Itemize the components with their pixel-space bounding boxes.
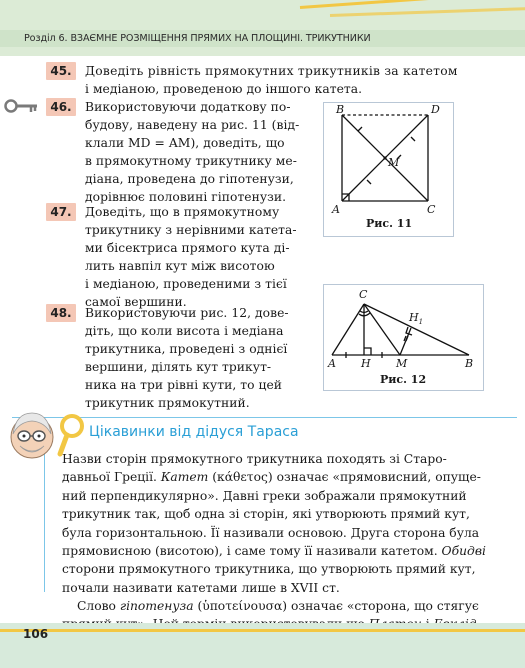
task-line: і медіаною, проведеними з тієї xyxy=(85,277,287,291)
term-hypotenuse: гіпотенуза xyxy=(119,599,194,613)
task-line: трикутнику з нерівними катета- xyxy=(85,223,297,237)
label-C: C xyxy=(359,288,368,301)
task-line: ми бісектриса прямого кута ді- xyxy=(85,241,290,255)
task-number: 48. xyxy=(46,304,76,322)
task-line: Доведіть, що в прямокутному xyxy=(85,205,280,219)
task-text xyxy=(85,62,458,98)
figure-12 xyxy=(323,284,484,391)
task-line: будову, наведену на рис. 11 (від- xyxy=(85,118,300,132)
task-line: діана, проведена до гіпотенузи, xyxy=(85,172,294,186)
page-footer xyxy=(0,623,525,668)
label-H1-letter: H xyxy=(409,311,419,324)
text-line xyxy=(62,468,486,486)
text-span: давньої Греції. xyxy=(62,470,161,485)
task-text xyxy=(85,304,289,412)
task-line: Використовуючи додаткову по- xyxy=(85,100,291,114)
section-title: Цікавинки від дідуся Тараса xyxy=(89,424,299,440)
term-obydvi: Обидві xyxy=(441,544,486,559)
label-B: B xyxy=(465,357,474,370)
task-number: 45. xyxy=(46,62,76,80)
term-katet: Катет xyxy=(160,470,209,485)
page-header xyxy=(0,0,525,56)
text-line: сторони прямокутного трикутника, що утворюють прямий кут, xyxy=(62,562,476,577)
label-A: A xyxy=(332,203,340,216)
task-line: трикутник прямокутний. xyxy=(85,396,250,410)
task-line: трикутника, проведені з однієї xyxy=(85,342,288,356)
label-B: B xyxy=(336,103,345,116)
key-icon xyxy=(4,96,40,116)
task-text xyxy=(85,98,299,206)
task-line: Доведіть рівність прямокутних трикутників за катетом xyxy=(85,64,458,78)
task-line: діть, що коли висота і медіана xyxy=(85,324,284,338)
text-span: (κάθετος) означає «прямовисний, опуще- xyxy=(208,470,481,485)
figure-11 xyxy=(323,102,454,237)
text-line: ний перпендикулярно». Давні греки зображали прямокутний xyxy=(62,488,467,503)
label-M: M xyxy=(396,357,408,370)
task-text xyxy=(85,203,297,311)
label-H1 xyxy=(409,311,423,326)
task-line: клали MD = AM), доведіть, що xyxy=(85,136,285,150)
task-number: 47. xyxy=(46,203,76,221)
footer-stripe xyxy=(0,629,525,632)
figure-caption: Рис. 11 xyxy=(366,217,413,230)
text-line xyxy=(62,542,486,560)
label-A: A xyxy=(328,357,336,370)
label-D: D xyxy=(431,103,440,116)
task-line: дорівнює половині гіпотенузи. xyxy=(85,190,287,204)
task-line: самої вершини. xyxy=(85,295,187,309)
label-H: H xyxy=(361,357,371,370)
label-H1-subscript: 1 xyxy=(418,318,424,327)
label-M: M xyxy=(388,156,400,169)
text-line: Назви сторін прямокутного трикутника походять зі Старо- xyxy=(62,452,447,466)
task-line: в прямокутному трикутнику ме- xyxy=(85,154,297,168)
page-number: 106 xyxy=(23,627,49,641)
text-span: Слово xyxy=(77,599,120,613)
figure-caption: Рис. 12 xyxy=(380,373,427,386)
text-span: прямовисною (висотою), і саме тому її називали катетом. xyxy=(62,544,442,559)
section-paragraph-1 xyxy=(62,450,486,597)
task-line: вершини, ділять кут трикут- xyxy=(85,360,272,374)
task-line: ника на три рівні кути, то цей xyxy=(85,378,283,392)
text-line xyxy=(62,597,479,615)
text-line: почали називати катетами лише в XVII ст. xyxy=(62,580,340,595)
task-line: Використовуючи рис. 12, дове- xyxy=(85,306,289,320)
header-stripe xyxy=(330,6,525,17)
text-span: (ὑποτείνουσα) означає «сторона, що стягує xyxy=(193,599,479,613)
text-line: була горизонтальною. Її називали основою. Друга сторона була xyxy=(62,525,480,540)
task-number: 46. xyxy=(46,98,76,116)
label-C: C xyxy=(427,203,436,216)
task-line: лить навпіл кут між висотою xyxy=(85,259,275,273)
text-line: трикутник так, щоб одна зі сторін, які утворюють прямий кут, xyxy=(62,507,470,522)
chapter-title: Розділ 6. ВЗАЄМНЕ РОЗМІЩЕННЯ ПРЯМИХ НА ПЛОЩИНІ. ТРИКУТНИКИ xyxy=(24,33,371,44)
task-line: і медіаною, проведеною до іншого катета. xyxy=(85,82,363,96)
